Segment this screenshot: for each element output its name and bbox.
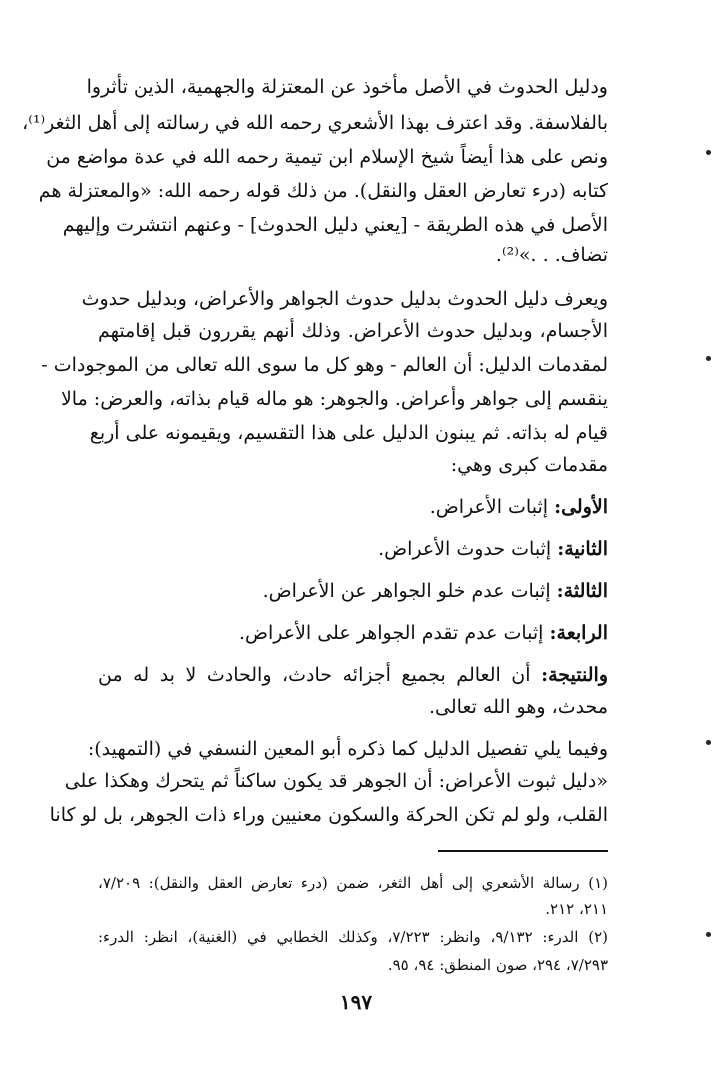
text-line: ويعرف دليل الحدوث بدليل حدوث الجواهر والأعراض، وبدليل حدوث (81, 288, 608, 310)
premise-label: الثالثة: (556, 580, 608, 602)
premise-text: إثبات الأعراض. (429, 496, 549, 518)
text-line: كتابه (درء تعارض العقل والنقل). من ذلك قوله رحمه الله: «والمعتزلة هم (38, 180, 608, 202)
text-line: الأصل في هذه الطريقة - [يعني دليل الحدوث] - وعنهم انتشرت وإليهم (62, 214, 608, 236)
text-line: الأجسام، وبدليل حدوث الأعراض. وذلك أنهم يقررون قبل إقامتهم (98, 320, 608, 342)
text-line: بالفلاسفة. وقد اعترف بهذا الأشعري رحمه الله في رسالته إلى أهل الثغر⁽¹⁾، (22, 112, 608, 134)
text-line: مقدمات كبرى وهي: (450, 454, 608, 476)
margin-dot (706, 740, 711, 745)
premise-item (98, 492, 608, 522)
text-line: ينقسم إلى جواهر وأعراض. والجوهر: هو ماله قيام بذاته، والعرض: مالا (60, 388, 608, 410)
page-number: ١٩٧ (339, 990, 373, 1014)
footnote-line: (٢) الدرء: ٩/١٣٢، وانظر: ٧/٢٢٣، وكذلك الخطابي في (الغنية)، انظر: الدرء: (98, 928, 608, 946)
footnote-separator (438, 850, 608, 852)
conclusion-line (98, 660, 608, 690)
premise-text: إثبات عدم تقدم الجواهر على الأعراض. (238, 622, 544, 644)
footnote-line: (١) رسالة الأشعري إلى أهل الثغر، ضمن (درء تعارض العقل والنقل): ٧/٢٠٩، (98, 874, 608, 892)
text-line: تضاف. . .»⁽²⁾. (495, 244, 608, 266)
text-line: قيام له بذاته. ثم يبنون الدليل على هذا التقسيم، ويقيمونه على أربع (89, 422, 608, 444)
premise-item (98, 534, 608, 564)
margin-dot (706, 932, 711, 937)
text-line: وفيما يلي تفصيل الدليل كما ذكره أبو المعين النسفي في (التمهيد): (87, 738, 608, 760)
premise-item (98, 618, 608, 648)
text-line: ودليل الحدوث في الأصل مأخوذ عن المعتزلة والجهمية، الذين تأثروا (86, 76, 608, 98)
premise-text: إثبات عدم خلو الجواهر عن الأعراض. (262, 580, 551, 602)
premise-text: إثبات حدوث الأعراض. (378, 538, 552, 560)
margin-dot (706, 150, 711, 155)
premise-label: الرابعة: (549, 622, 608, 644)
footnote-line: ٢١١، ٢١٢. (545, 900, 608, 918)
premise-label: الأولى: (554, 496, 608, 518)
conclusion-text: أن العالم بجميع أجزائه حادث، والحادث لا بد له من (98, 664, 531, 686)
margin-dot (706, 356, 711, 361)
text-line: محدث، وهو الله تعالى. (428, 696, 608, 718)
premise-item (98, 576, 608, 606)
conclusion-label: والنتيجة: (541, 664, 609, 686)
text-line: القلب، ولو لم تكن الحركة والسكون معنيين وراء ذات الجوهر، بل لو كانا (49, 804, 608, 826)
text-line: ونص على هذا أيضاً شيخ الإسلام ابن تيمية رحمه الله في عدة مواضع من (46, 146, 608, 168)
premise-label: الثانية: (557, 538, 608, 560)
footnote-line: ٧/٢٩٣، ٢٩٤، صون المنطق: ٩٤، ٩٥. (387, 956, 608, 974)
text-line: «دليل ثبوت الأعراض: أن الجوهر قد يكون ساكناً ثم يتحرك وهكذا على (64, 770, 608, 792)
text-line: لمقدمات الدليل: أن العالم - وهو كل ما سوى الله تعالى من الموجودات - (41, 354, 608, 376)
